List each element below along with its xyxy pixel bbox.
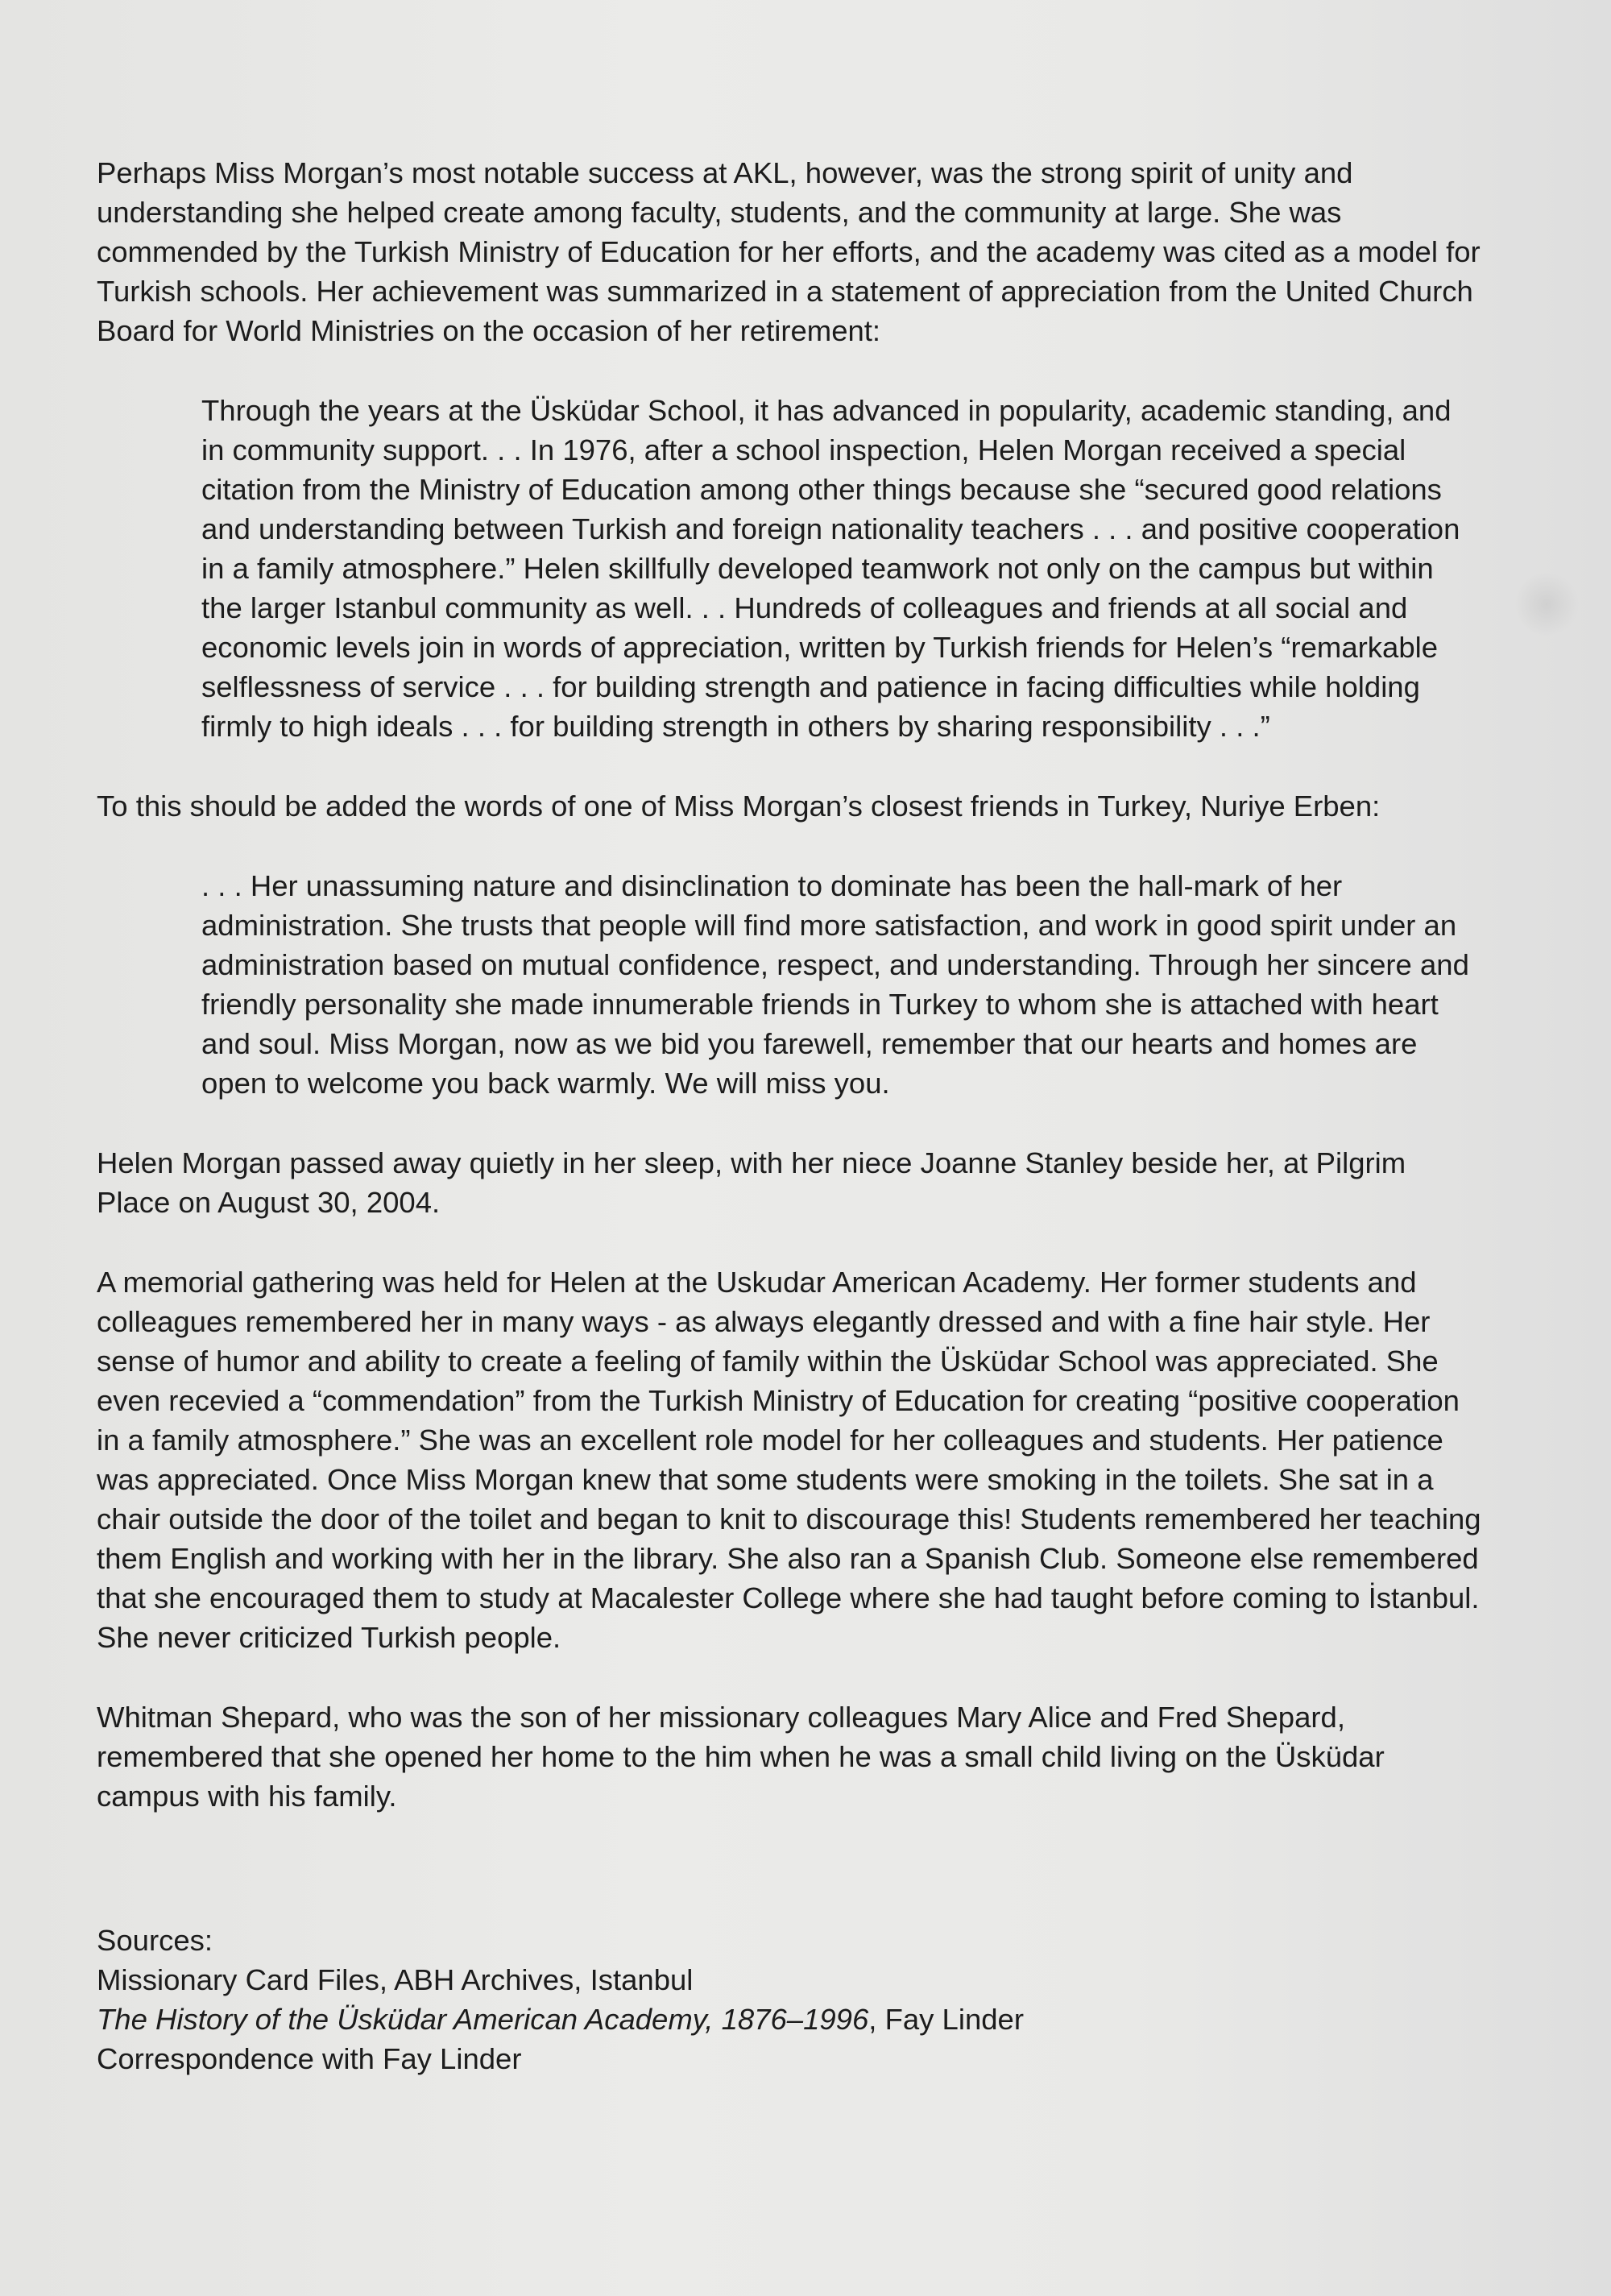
paragraph-memorial: A memorial gathering was held for Helen at the Uskudar American Academy. Her former students and colleagues remembered her in many ways - as always elegantly dressed and with a fine hair style. Her sense of humor and ability to create a feeling of family within the Üsküdar School was appreciated. She even recevied a “commendation” from the Turkish Ministry of Education for creating “positive cooperation in a family atmosphere.” She was an excellent role model for her colleagues and students. Her patience was appreciated. Once Miss Morgan knew that some students were smoking in the toilets. She sat in a chair outside the door of the toilet and began to knit to discourage this! Students remembered her teaching them English and working with her in the library. She also ran a Spanish Club. Someone else remembered that she encouraged them to study at Macalester College where she had taught before coming to İstanbul. She never criticized Turkish people. [97, 1266, 1481, 1654]
paragraph-unity: Perhaps Miss Morgan’s most notable success at AKL, however, was the strong spirit of unity and understanding she helped create among faculty, students, and the community at large. She was commended by the Turkish Ministry of Education for her efforts, and the academy was cited as a model for Turkish schools. Her achievement was summarized in a statement of appreciation from the United Church Board for World Ministries on the occasion of her retirement: [97, 156, 1481, 347]
source-book-title: The History of the Üsküdar American Academy, 1876–1996 [97, 2003, 869, 2036]
paper-smudge [1514, 572, 1579, 636]
source-card-files: Missionary Card Files, ABH Archives, Istanbul [97, 1963, 694, 1996]
sources-heading: Sources: [97, 1924, 213, 1957]
blockquote-ucbwm: Through the years at the Üsküdar School, it has advanced in popularity, academic standing, and in community support. . . In 1976, after a school inspection, Helen Morgan received a special citation from the Ministry of Education among other things because she “secured good relations and understanding between Turkish and foreign nationality teachers . . . and positive cooperation in a family atmosphere.” Helen skillfully developed teamwork not only on the campus but within the larger Istanbul community as well. . . Hundreds of colleagues and friends at all social and economic levels join in words of appreciation, written by Turkish friends for Helen’s “remarkable selflessness of service . . . for building strength and patience in facing difficulties while holding firmly to high ideals . . . for building strength in others by sharing responsibility . . .” [201, 394, 1460, 743]
blockquote-nuriye: . . . Her unassuming nature and disinclination to dominate has been the hall-mark of her administration. She trusts that people will find more satisfaction, and work in good spirit under an administration based on mutual confidence, respect, and understanding. Through her sincere and friendly personality she made innumerable friends in Turkey to whom she is attached with heart and soul. Miss Morgan, now as we bid you farewell, remember that our hearts and homes are open to welcome you back warmly. We will miss you. [201, 869, 1469, 1100]
paragraph-nuriye-intro: To this should be added the words of one of Miss Morgan’s closest friends in Turkey, Nuriye Erben: [97, 790, 1381, 823]
source-history-book [97, 2000, 1482, 2039]
source-book-author: , Fay Linder [868, 2003, 1025, 2036]
paragraph-whitman: Whitman Shepard, who was the son of her missionary colleagues Mary Alice and Fred Shepard, remembered that she opened her home to the him when he was a small child living on the Üsküdar campus with his family. [97, 1701, 1385, 1813]
sources-section [97, 1921, 1482, 2078]
source-correspondence: Correspondence with Fay Linder [97, 2042, 522, 2075]
paragraph-passing: Helen Morgan passed away quietly in her sleep, with her niece Joanne Stanley beside her, at Pilgrim Place on August 30, 2004. [97, 1146, 1406, 1219]
